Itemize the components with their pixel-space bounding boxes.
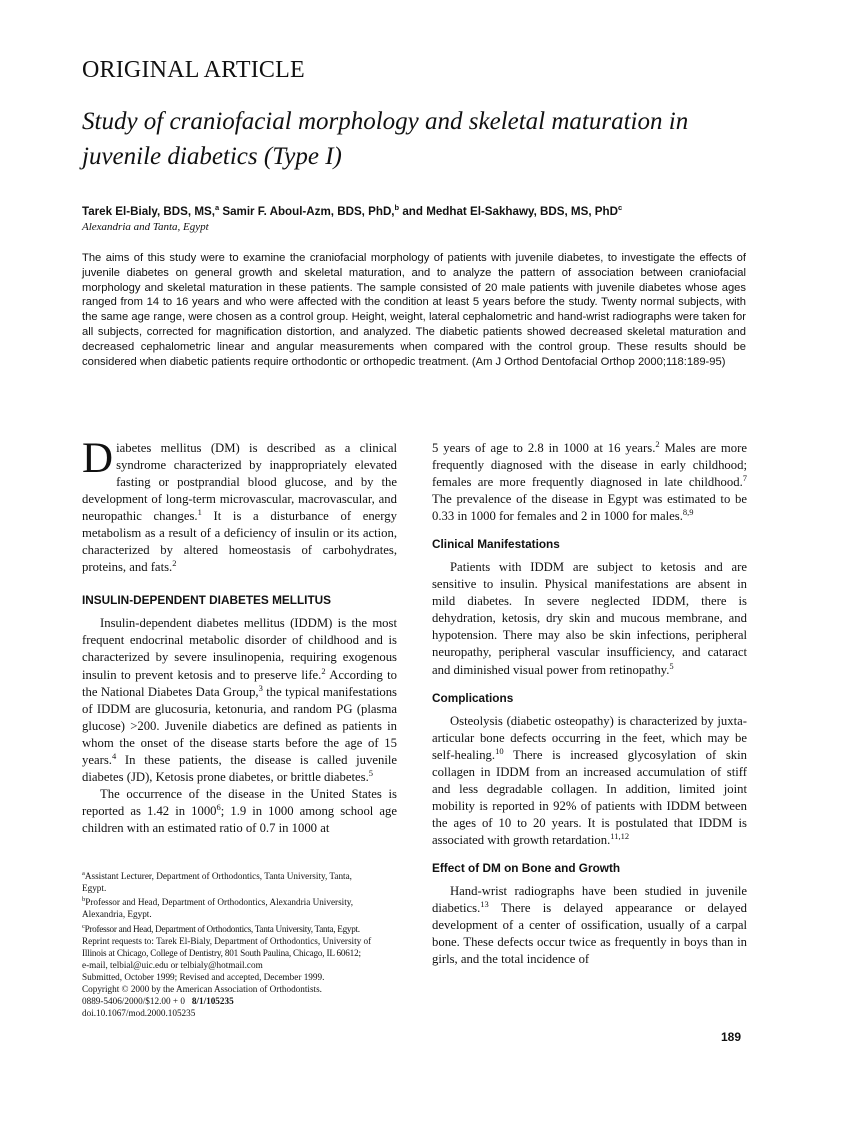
citation: 7: [742, 472, 747, 483]
footnote-a-line-2: Egypt.: [82, 883, 107, 894]
section-heading-bone-growth: Effect of DM on Bone and Growth: [432, 860, 621, 875]
author-2-affil-mark: b: [394, 203, 400, 212]
citation: 8,9: [682, 506, 694, 517]
iddm-text-b: According to the National Diabetes Data Group,: [82, 667, 397, 699]
page-number: 189: [721, 1030, 742, 1044]
citation: 3: [258, 682, 263, 693]
drop-cap: D: [82, 435, 114, 482]
occurrence-paragraph: [82, 786, 397, 837]
prevalence-text-b: Males are more frequently diagnosed with the disease in early childhood; females are more frequently diagnosed in late childhood.: [432, 441, 747, 490]
author-1-affil-mark: a: [214, 203, 220, 212]
footnote-a-line-1: [82, 868, 400, 882]
article-title: [82, 104, 782, 174]
bone-growth-paragraph: [432, 883, 747, 968]
intro-paragraph: [82, 435, 397, 576]
citation: 4: [111, 750, 117, 761]
footnote-mark: a: [82, 870, 85, 877]
left-column: [82, 435, 397, 837]
clinical-paragraph: [432, 559, 747, 678]
footnote-text: Assistant Lecturer, Department of Orthodontics, Tanta University, Tanta,: [84, 871, 352, 882]
citation: 5: [368, 767, 374, 778]
section-heading-clinical: Clinical Manifestations: [432, 537, 560, 552]
author-list: [82, 203, 622, 218]
iddm-text-d: In these patients, the disease is called juvenile diabetes (JD), Ketosis prone diabetes, or brittle diabetes.: [82, 752, 397, 784]
citation: 11,12: [610, 830, 630, 841]
title-line-2: juvenile diabetics (Type I): [82, 143, 342, 170]
footnote-b-line-1: [82, 894, 400, 908]
citation: 2: [321, 665, 326, 676]
citation: 13: [480, 898, 489, 909]
complications-text-a: Osteolysis (diabetic osteopathy) is characterized by juxta-articular bone defects occurring in the feet, which may be self-healing.: [432, 713, 747, 762]
prevalence-paragraph: [432, 440, 747, 525]
author-2: Samir F. Aboul-Azm, BDS, PhD,: [219, 204, 395, 218]
title-line-1: Study of craniofacial morphology and skeletal maturation in: [82, 108, 689, 135]
clinical-text: Patients with IDDM are subject to ketosis and are sensitive to insulin. Physical manifestations are absent in mild diabetes. In severe neglected IDDM, there is dehydration, ketosis, dry skin and mucous membrane, and hypotension. There may also be skin infections, peripheral neuropathy, peripheral vascular insufficiency, and cataract and diminished visual power from retinopathy.: [432, 560, 747, 677]
citation: 10: [495, 745, 504, 756]
complications-text-b: There is increased glycosylation of skin collagen in IDDM from an increased accumulation of stiff and less degradable collagen. In addition, limited joint mobility is reported in 92% of patients with IDDM between the ages of 10 to 20 years. It is postulated that IDDM is associated with growth retardation.: [432, 747, 747, 847]
doi: doi.10.1067/mod.2000.105235: [82, 1008, 196, 1019]
reprint-line-1: Reprint requests to: Tarek El-Bialy, Department of Orthodontics, University of: [82, 935, 372, 946]
prevalence-text-a: 5 years of age to 2.8 in 1000 at 16 years.: [432, 441, 656, 455]
intro-text-a: iabetes mellitus (DM) is described as a clinical syndrome characterized by inappropriately elevated fasting or postprandial blood glucose, and by the development of long-term microvascular, macrovascular, and neuropathic changes.: [82, 441, 397, 524]
abstract: The aims of this study were to examine the craniofacial morphology of patients with juvenile diabetes, to investigate the effects of juvenile diabetes on general growth and skeletal maturation, and to analyze the pattern of association between craniofacial morphology and skeletal maturation in these patients. The sample consisted of 20 male patients with juvenile diabetes whose ages ranged from 14 to 16 years and who were affected with the condition at least 5 years before the study. Twenty normal subjects, with the same age range, were chosen as a control group. Height, weight, lateral cephalometric and hand-wrist radiographs were taken for all subjects, corrected for magnification distortion, and analyzed. The diabetic patients showed decreased skeletal maturation and decreased cephalometric linear and angular measurements when compared with the control group. These results should be considered when diabetic patients require orthodontic or orthopedic treatment. (Am J Orthod Dentofacial Orthop 2000;118:189-95): [82, 252, 746, 368]
footnote-text: Professor and Head, Department of Orthodontics, Tanta University, Tanta, Egypt.: [84, 923, 360, 934]
iddm-text-c: the typical manifestations of IDDM are glucosuria, ketonuria, and random PG (plasma glucose) >200. Juvenile diabetics are defined as patients in whom the onset of the disease starts before the age of 15 years.: [82, 684, 397, 767]
iddm-paragraph: [82, 615, 397, 785]
footnote-mark: b: [82, 896, 86, 904]
citation: 2: [655, 438, 660, 449]
occurrence-text-b: ; 1.9 in 1000 among school age children with an estimated ratio of 0.7 in 1000 at: [82, 803, 397, 835]
footnotes: [82, 868, 400, 1019]
section-heading-iddm: INSULIN-DEPENDENT DIABETES MELLITUS: [82, 593, 332, 608]
occurrence-text-a: The occurrence of the disease in the United States is reported as 1.42 in 1000: [82, 786, 397, 818]
submitted-dates: Submitted, October 1999; Revised and accepted, December 1999.: [82, 971, 325, 982]
section-heading-complications: Complications: [432, 690, 514, 705]
bone-growth-text-b: There is delayed appearance or delayed development of a center of ossification, usually of a carpal bone. These defects occur twice as frequently in boys than in girls, and the total incidence of: [432, 900, 747, 967]
footnote-mark: c: [82, 922, 85, 930]
affiliation: Alexandria and Tanta, Egypt: [82, 221, 209, 233]
right-column: [432, 440, 747, 968]
citation: 2: [172, 558, 177, 569]
author-3: and Medhat El-Sakhawy, BDS, MS, PhD: [399, 204, 618, 218]
citation: 1: [197, 506, 202, 517]
issn: 0889-5406/2000/$12.00 + 0: [82, 996, 185, 1007]
copyright: Copyright © 2000 by the American Association of Orthodontists.: [82, 984, 322, 995]
author-1: Tarek El-Bialy, BDS, MS,: [82, 204, 215, 218]
section-label: ORIGINAL ARTICLE: [82, 57, 305, 83]
reprint-line-2: Illinois at Chicago, College of Dentistry, 801 South Paulina, Chicago, IL 60612;: [82, 947, 361, 958]
citation: 6: [216, 801, 221, 812]
intro-text-b: It is a disturbance of energy metabolism as a result of a deficiency of insulin or its action, characterized by altered homeostasis of carbohydrates, proteins, and fats.: [82, 509, 397, 575]
article-code: 8/1/105235: [191, 996, 234, 1007]
footnote-c-line-1: [82, 921, 400, 935]
footnote-text: Professor and Head, Department of Orthodontics, Alexandria University,: [85, 897, 354, 908]
reprint-email: e-mail, telbial@uic.edu or telbialy@hotmail.com: [82, 959, 263, 970]
complications-paragraph: [432, 713, 747, 849]
prevalence-text-c: The prevalence of the disease in Egypt was estimated to be 0.33 in 1000 for females and 2 in 1000 for males.: [432, 492, 747, 524]
author-3-affil-mark: c: [617, 203, 623, 212]
bone-growth-text-a: Hand-wrist radiographs have been studied in juvenile diabetics.: [432, 883, 747, 915]
issn-line: [82, 995, 400, 1007]
footnote-b-line-2: Alexandria, Egypt.: [82, 909, 152, 920]
citation: 5: [669, 660, 674, 671]
iddm-text-a: Insulin-dependent diabetes mellitus (IDDM) is the most frequent endocrinal metabolic disorder of childhood and is characterized by severe insulinopenia, requiring exogenous insulin to prevent ketosis and to preserve life.: [82, 616, 397, 682]
